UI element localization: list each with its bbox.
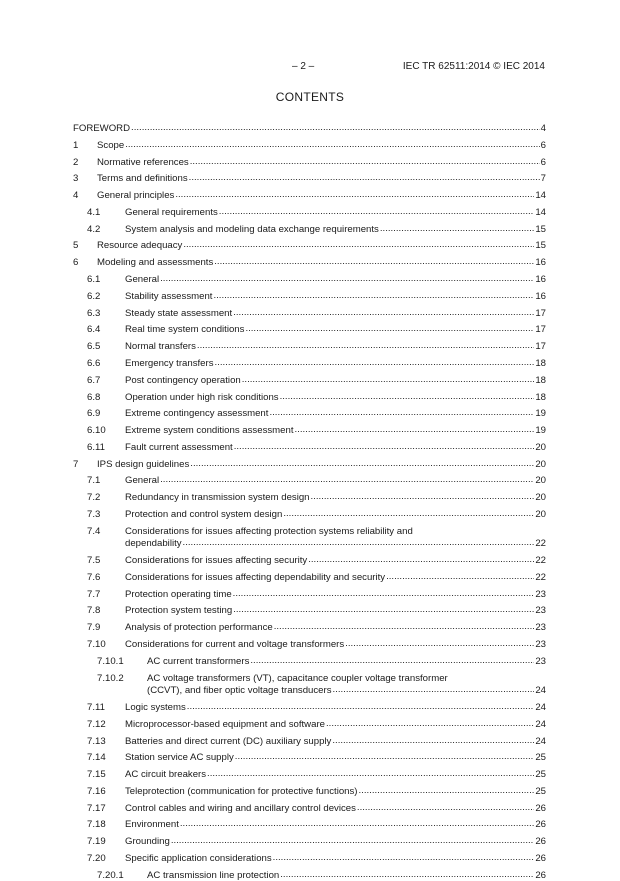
toc-entry-title: General [125, 274, 160, 286]
toc-entry-title: FOREWORD [73, 123, 131, 134]
toc-entry-number: 6.3 [87, 307, 101, 319]
toc-entry-title: Post contingency operation [125, 374, 241, 386]
toc-entry-title: Terms and definitions [97, 173, 188, 185]
toc-entry-title: Fault current assessment [125, 441, 233, 453]
dot-leader [183, 239, 534, 251]
toc-entry-number: 6.2 [87, 290, 101, 302]
dot-leader [183, 537, 535, 549]
toc-entry[interactable] [73, 408, 546, 420]
dot-leader [219, 206, 535, 218]
toc-entry-number: 6 [73, 257, 79, 269]
toc-entry-title: Normal transfers [125, 341, 196, 353]
toc-entry-page: 24 [535, 718, 546, 730]
toc-entry-title: Operation under high risk conditions [125, 391, 279, 403]
toc-entry-page: 14 [535, 190, 546, 202]
dot-leader [214, 256, 534, 268]
toc-entry-number: 7.11 [87, 701, 105, 713]
dot-leader [386, 571, 534, 583]
dot-leader [269, 407, 534, 419]
toc-entry[interactable] [73, 656, 546, 668]
toc-entry[interactable] [73, 459, 546, 471]
toc-entry-number: 7.18 [87, 819, 106, 831]
toc-entry-number: 2 [73, 156, 79, 168]
dot-leader [308, 554, 534, 566]
dot-leader [359, 785, 535, 797]
toc-entry[interactable] [73, 274, 546, 286]
toc-entry-page: 24 [535, 701, 546, 713]
toc-entry-number: 6.9 [87, 408, 101, 420]
toc-entry-title: General requirements [125, 206, 218, 218]
toc-entry-page: 22 [535, 538, 546, 550]
table-of-contents [73, 123, 546, 881]
toc-entry-number: 7.20.1 [97, 869, 124, 881]
toc-entry-title: Protection system testing [125, 605, 233, 617]
toc-entry[interactable] [73, 341, 546, 353]
toc-entry-title: Resource adequacy [97, 240, 183, 252]
toc-entry-title: Emergency transfers [125, 357, 214, 369]
dot-leader [233, 604, 534, 616]
dot-leader [273, 852, 535, 864]
toc-entry-page: 22 [535, 571, 546, 583]
toc-entry-page: 20 [535, 441, 546, 453]
toc-entry-page: 25 [535, 769, 546, 781]
toc-entry[interactable] [73, 853, 546, 865]
dot-leader [326, 718, 534, 730]
toc-entry-page: 15 [535, 240, 546, 252]
toc-entry-number: 6.6 [87, 357, 101, 369]
dot-leader [234, 441, 535, 453]
toc-entry[interactable] [73, 475, 546, 487]
toc-entry[interactable] [73, 324, 546, 336]
toc-entry-page: 19 [535, 408, 546, 420]
toc-entry-page: 22 [535, 555, 546, 567]
dot-leader [233, 307, 534, 319]
toc-entry-page: 20 [535, 458, 546, 470]
toc-entry-title: Microprocessor-based equipment and software [125, 718, 325, 730]
dot-leader [235, 751, 535, 763]
toc-entry-page: 25 [535, 785, 546, 797]
toc-entry-page: 20 [535, 508, 546, 520]
dot-leader [311, 491, 535, 503]
toc-entry-page: 17 [535, 324, 546, 336]
toc-entry-page: 14 [535, 206, 546, 218]
standard-reference: IEC TR 62511:2014 © IEC 2014 [402, 61, 545, 72]
toc-entry-title: Protection and control system design [125, 508, 283, 520]
toc-entry-number: 7 [73, 458, 79, 470]
toc-entry-page: 25 [535, 752, 546, 764]
toc-entry[interactable] [73, 240, 546, 252]
toc-entry-page: 17 [535, 307, 546, 319]
toc-entry-page: 23 [535, 605, 546, 617]
dot-leader [175, 189, 534, 201]
toc-entry-title: dependability [125, 538, 182, 550]
toc-entry-title: Scope [97, 139, 125, 151]
toc-entry[interactable] [73, 572, 546, 584]
toc-entry-page: 16 [535, 290, 546, 302]
toc-entry[interactable] [73, 752, 546, 764]
toc-entry[interactable] [73, 870, 546, 881]
toc-entry-number: 7.10.1 [97, 655, 124, 667]
toc-entry-number: 6.8 [87, 391, 101, 403]
toc-entry[interactable] [73, 392, 546, 404]
toc-entry[interactable] [73, 140, 546, 152]
dot-leader [215, 357, 535, 369]
dot-leader [380, 223, 534, 235]
toc-entry[interactable] [73, 819, 546, 831]
toc-entry-title: IPS design guidelines [97, 458, 190, 470]
dot-leader [180, 818, 534, 830]
toc-entry-number: 7.6 [87, 571, 101, 583]
dot-leader [190, 458, 534, 470]
toc-entry-title: System analysis and modeling data exchange requirements [125, 223, 379, 235]
toc-entry-number: 7.10.2 [97, 672, 124, 684]
toc-entry-number: 6.7 [87, 374, 101, 386]
toc-entry[interactable] [73, 308, 546, 320]
dot-leader [160, 273, 534, 285]
toc-entry[interactable] [73, 358, 546, 370]
toc-entry[interactable] [73, 803, 546, 815]
dot-leader [242, 374, 535, 386]
toc-entry[interactable] [73, 425, 546, 437]
dot-leader [280, 391, 535, 403]
toc-entry[interactable] [73, 375, 546, 387]
toc-entry-page: 23 [535, 655, 546, 667]
toc-entry[interactable] [73, 442, 546, 454]
toc-entry-page: 7 [540, 173, 546, 185]
toc-entry-title: (CCVT), and fiber optic voltage transducers [147, 685, 332, 697]
toc-entry[interactable] [73, 719, 546, 731]
toc-entry-title: General [125, 475, 160, 487]
toc-entry-page: 19 [535, 425, 546, 437]
dot-leader [295, 424, 535, 436]
toc-entry-title: AC current transformers [147, 655, 250, 667]
toc-entry-title: Batteries and direct current (DC) auxiliary supply [125, 735, 332, 747]
toc-entry[interactable] [73, 673, 546, 697]
toc-entry-number: 5 [73, 240, 79, 252]
dot-leader [333, 684, 535, 696]
dot-leader [283, 508, 534, 520]
toc-entry-number: 7.8 [87, 605, 101, 617]
toc-entry-title: Grounding [125, 836, 170, 848]
toc-entry[interactable] [73, 224, 546, 236]
toc-entry[interactable] [73, 622, 546, 634]
toc-entry-number: 7.17 [87, 802, 106, 814]
toc-entry-page: 18 [535, 391, 546, 403]
toc-entry-number: 7.13 [87, 735, 106, 747]
toc-entry-title: Analysis of protection performance [125, 622, 273, 634]
toc-entry-page: 24 [535, 735, 546, 747]
toc-entry-title: Specific application considerations [125, 853, 272, 864]
toc-entry-page: 26 [535, 869, 546, 881]
toc-entry-title: Extreme contingency assessment [125, 408, 269, 420]
toc-entry-number: 3 [73, 173, 79, 185]
toc-entry-number: 7.10 [87, 639, 106, 651]
toc-entry-page: 4 [540, 123, 546, 134]
toc-entry-number: 4 [73, 190, 79, 202]
toc-entry-page: 24 [535, 685, 546, 697]
toc-entry-title: Real time system conditions [125, 324, 245, 336]
toc-entry-page: 15 [535, 223, 546, 235]
toc-entry[interactable] [73, 492, 546, 504]
toc-entry-page: 26 [535, 836, 546, 848]
toc-entry-title: Station service AC supply [125, 752, 234, 764]
dot-leader [357, 802, 534, 814]
dot-leader [213, 290, 534, 302]
toc-entry-page: 17 [535, 341, 546, 353]
toc-entry-title: Redundancy in transmission system design [125, 492, 310, 504]
toc-entry[interactable] [73, 639, 546, 651]
toc-entry-number: 7.1 [87, 475, 101, 487]
toc-entry-title: AC voltage transformers (VT), capacitance coupler voltage transformer [147, 672, 448, 684]
dot-leader [274, 621, 535, 633]
toc-entry-number: 7.20 [87, 853, 106, 864]
toc-entry-title: Considerations for issues affecting dependability and security [125, 571, 386, 583]
toc-entry-number: 7.12 [87, 718, 106, 730]
toc-entry-number: 6.10 [87, 425, 106, 437]
toc-entry-page: 16 [535, 274, 546, 286]
dot-leader [245, 323, 534, 335]
toc-entry-title: Teleprotection (communication for protective functions) [125, 785, 358, 797]
toc-entry-title: Extreme system conditions assessment [125, 425, 294, 437]
toc-entry[interactable] [73, 702, 546, 714]
dot-leader [189, 172, 540, 184]
toc-entry-number: 7.14 [87, 752, 106, 764]
toc-entry-page: 23 [535, 622, 546, 634]
page-number: – 2 – [292, 61, 315, 72]
toc-entry-page: 16 [535, 257, 546, 269]
dot-leader [190, 156, 540, 168]
toc-entry-title: Environment [125, 819, 179, 831]
dot-leader [280, 869, 534, 881]
toc-entry-title: Considerations for issues affecting security [125, 555, 308, 567]
toc-entry[interactable] [73, 605, 546, 617]
dot-leader [250, 655, 534, 667]
dot-leader [233, 588, 535, 600]
toc-entry-page: 26 [535, 853, 546, 864]
toc-entry-title: Protection operating time [125, 588, 232, 600]
toc-entry-number: 6.4 [87, 324, 101, 336]
toc-entry-number: 7.5 [87, 555, 101, 567]
toc-entry[interactable] [73, 769, 546, 781]
toc-entry-number: 6.1 [87, 274, 101, 286]
toc-entry[interactable] [73, 190, 546, 202]
toc-entry[interactable] [73, 157, 546, 169]
toc-entry[interactable] [73, 589, 546, 601]
toc-entry-number: 1 [73, 139, 79, 151]
toc-entry-number: 7.19 [87, 836, 106, 848]
toc-entry[interactable] [73, 291, 546, 303]
toc-entry-title: Logic systems [125, 701, 186, 713]
toc-entry-number: 7.4 [87, 525, 101, 537]
toc-entry[interactable] [73, 509, 546, 521]
toc-entry-page: 23 [535, 588, 546, 600]
dot-leader [207, 768, 534, 780]
toc-entry-number: 4.2 [87, 223, 101, 235]
toc-entry-title: AC transmission line protection [147, 869, 280, 881]
toc-entry-page: 20 [535, 492, 546, 504]
toc-entry-number: 4.1 [87, 206, 101, 218]
toc-entry-title: Considerations for issues affecting protection systems reliability and [125, 525, 413, 537]
dot-leader [125, 139, 539, 151]
toc-entry-page: 23 [535, 639, 546, 651]
toc-entry-number: 7.9 [87, 622, 101, 634]
toc-entry-title: Normative references [97, 156, 189, 168]
dot-leader [171, 835, 535, 847]
dot-leader [187, 701, 535, 713]
toc-entry[interactable] [73, 526, 546, 550]
toc-entry[interactable] [73, 736, 546, 748]
toc-entry[interactable] [73, 173, 546, 185]
toc-entry-number: 7.15 [87, 769, 106, 781]
toc-entry[interactable] [73, 836, 546, 848]
toc-entry-page: 26 [535, 802, 546, 814]
toc-entry-page: 18 [535, 357, 546, 369]
dot-leader [332, 735, 534, 747]
toc-entry-title: Control cables and wiring and ancillary control devices [125, 802, 356, 814]
toc-entry-number: 7.7 [87, 588, 101, 600]
toc-entry-number: 7.16 [87, 785, 106, 797]
toc-entry-number: 7.3 [87, 508, 101, 520]
toc-entry[interactable] [73, 786, 546, 798]
dot-leader [345, 638, 534, 650]
toc-entry[interactable] [73, 123, 546, 135]
toc-entry-page: 18 [535, 374, 546, 386]
toc-entry-title: General principles [97, 190, 175, 202]
toc-entry-number: 6.5 [87, 341, 101, 353]
toc-entry[interactable] [73, 257, 546, 269]
dot-leader [197, 340, 534, 352]
toc-entry-title: Considerations for current and voltage transformers [125, 639, 345, 651]
toc-entry[interactable] [73, 555, 546, 567]
toc-entry-page: 20 [535, 475, 546, 487]
toc-entry-title: Stability assessment [125, 290, 213, 302]
dot-leader [131, 122, 540, 134]
dot-leader [160, 474, 534, 486]
toc-entry-title: Steady state assessment [125, 307, 233, 319]
toc-entry-number: 7.2 [87, 492, 101, 504]
toc-entry-number: 6.11 [87, 441, 105, 453]
toc-entry[interactable] [73, 207, 546, 219]
toc-entry-title: AC circuit breakers [125, 769, 207, 781]
toc-entry-page: 6 [540, 156, 546, 168]
toc-entry-page: 26 [535, 819, 546, 831]
toc-entry-page: 6 [540, 139, 546, 151]
page-title: CONTENTS [275, 90, 345, 104]
toc-entry-title: Modeling and assessments [97, 257, 214, 269]
